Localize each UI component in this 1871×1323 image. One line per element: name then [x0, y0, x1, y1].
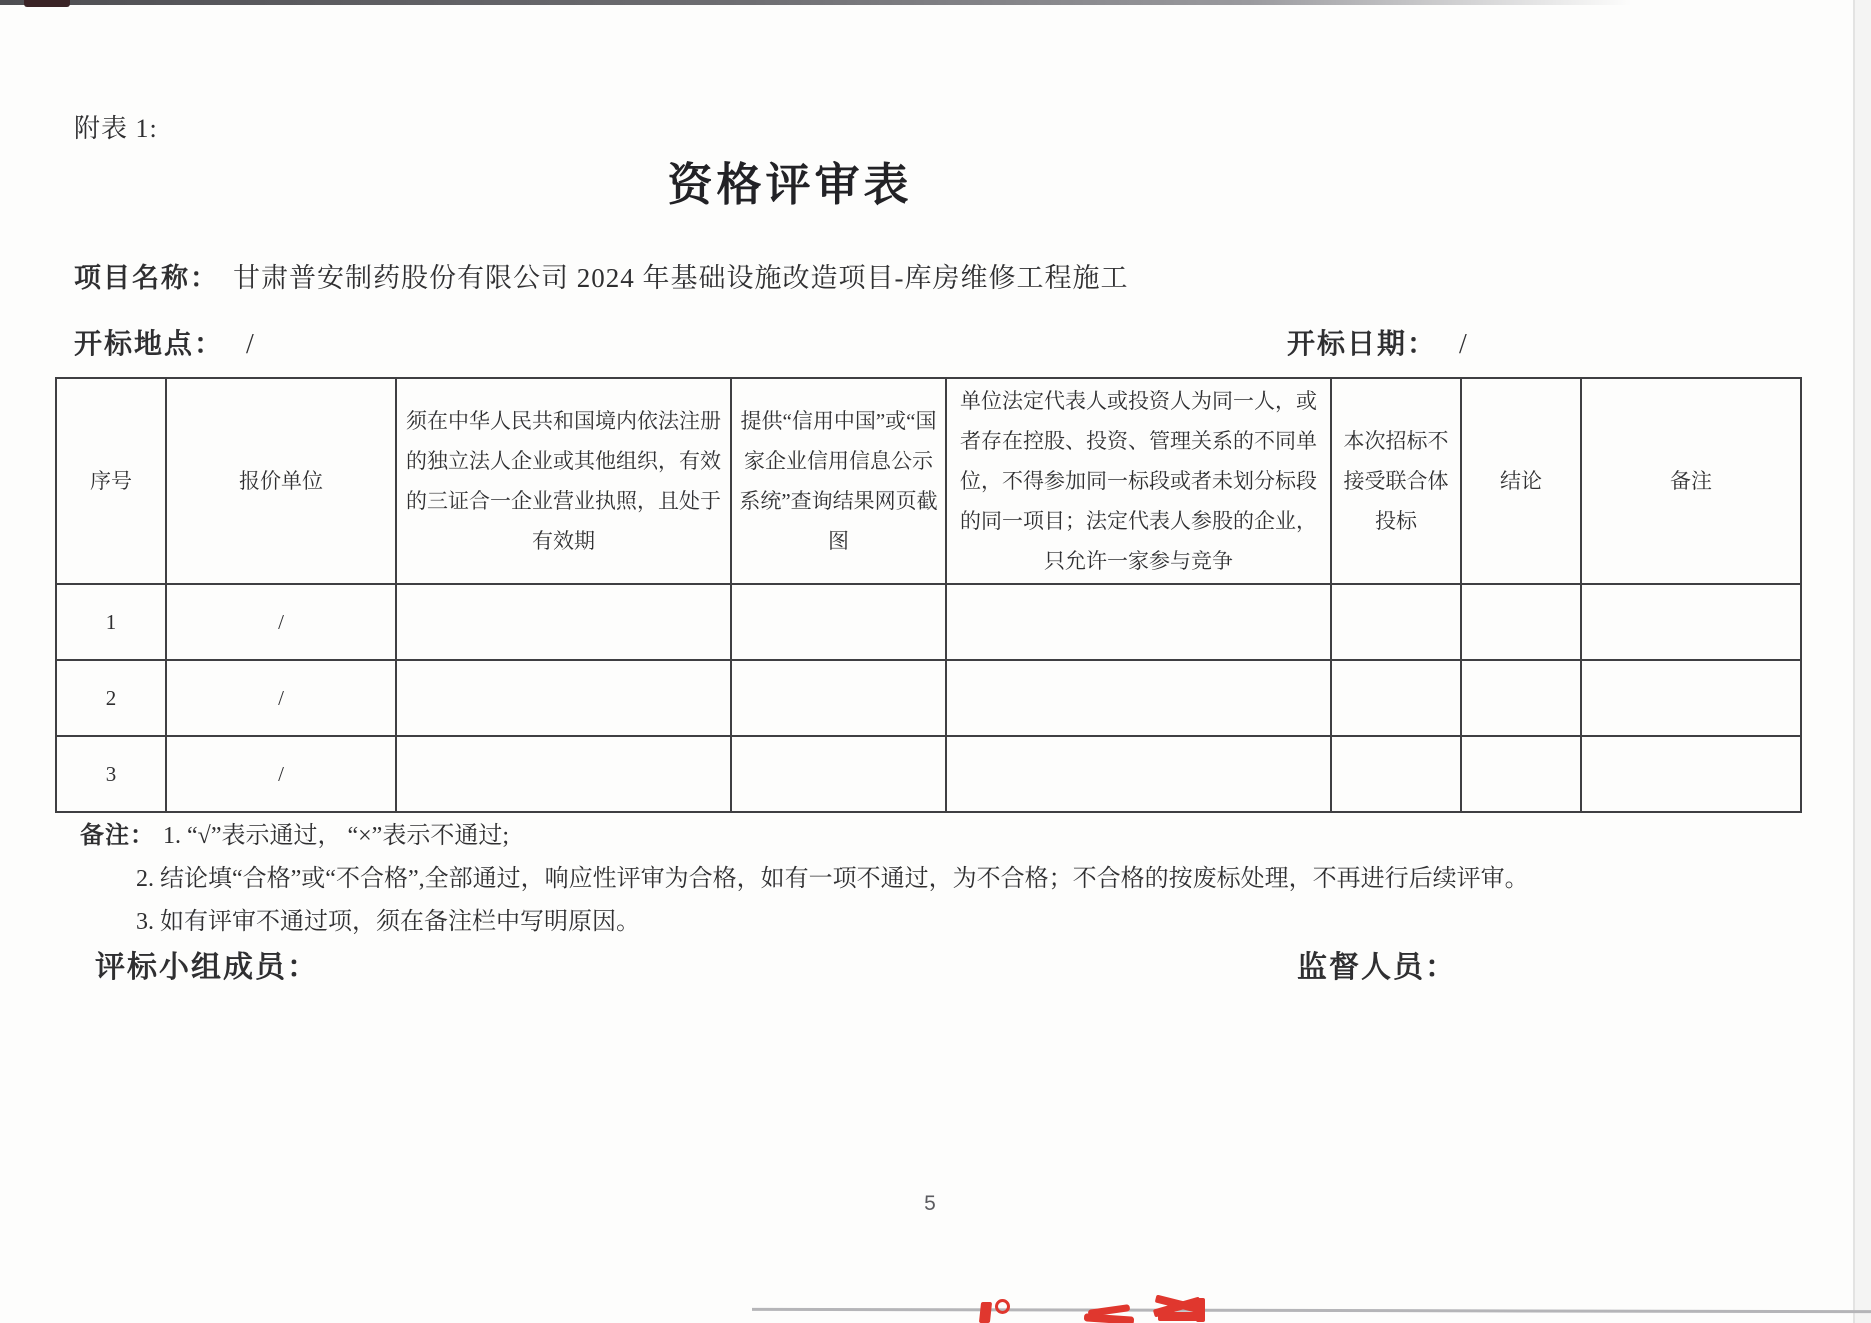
red-stamp-fragment: [1196, 1298, 1205, 1322]
col-header-remarks: 备注: [1581, 378, 1801, 584]
cell-bidder: /: [166, 660, 396, 736]
cell-seq: 2: [56, 660, 166, 736]
cell-legal-rep: [946, 736, 1331, 812]
project-name-label: 项目名称：: [74, 263, 219, 293]
scan-bottom-paper-edge: [752, 1308, 1871, 1313]
col-header-credit-screenshot: 提供“信用中国”或“国家企业信用信息公示系统”查询结果网页截图: [731, 378, 946, 584]
col-header-bidder: 报价单位: [166, 378, 396, 584]
cell-legal-rep: [946, 660, 1331, 736]
cell-no-consortium: [1331, 736, 1461, 812]
bid-opening-place-value: /: [246, 329, 254, 360]
scan-top-edge-line: [0, 0, 1665, 5]
cell-credit: [731, 584, 946, 660]
cell-credit: [731, 736, 946, 812]
table-row: [56, 584, 1801, 660]
col-header-license: 须在中华人民共和国境内依法注册的独立法人企业或其他组织，有效的三证合一企业营业执照，且处于有效期: [396, 378, 731, 584]
cell-credit: [731, 660, 946, 736]
col-header-no-consortium: 本次招标不接受联合体投标: [1331, 378, 1461, 584]
col-header-conclusion: 结论: [1461, 378, 1581, 584]
col-header-seq: 序号: [56, 378, 166, 584]
note-item-1: 1. “√”表示通过， “×”表示不通过;: [163, 823, 509, 849]
notes-block: [80, 815, 1529, 944]
cell-bidder: /: [166, 584, 396, 660]
cell-conclusion: [1461, 736, 1581, 812]
cell-conclusion: [1461, 660, 1581, 736]
red-stamp-fragment: [979, 1302, 992, 1323]
red-stamp-fragment: [995, 1299, 1010, 1314]
cell-remarks: [1581, 736, 1801, 812]
bid-opening-place: [74, 322, 254, 362]
project-name-value: 甘肃普安制药股份有限公司 2024 年基础设施改造项目-库房维修工程施工: [233, 263, 1129, 293]
cell-seq: 1: [56, 584, 166, 660]
bid-opening-place-label: 开标地点：: [74, 329, 225, 360]
document-title: 资格评审表: [667, 160, 913, 210]
project-name-line: [74, 256, 1129, 295]
table-row: [56, 736, 1801, 812]
cell-license: [396, 660, 731, 736]
cell-conclusion: [1461, 584, 1581, 660]
col-header-legal-rep-rule: 单位法定代表人或投资人为同一人，或者存在控股、投资、管理关系的不同单位，不得参加同一标段或者未划分标段的同一项目；法定代表人参股的企业，只允许一家参与竞争: [946, 378, 1331, 584]
cell-license: [396, 584, 731, 660]
bid-opening-date-value: /: [1459, 329, 1467, 360]
table-row: [56, 660, 1801, 736]
scan-top-edge-spot: [24, 0, 70, 7]
qualification-review-table: [55, 377, 1802, 813]
page-number: 5: [924, 1192, 936, 1215]
cell-remarks: [1581, 584, 1801, 660]
cell-no-consortium: [1331, 660, 1461, 736]
cell-seq: 3: [56, 736, 166, 812]
notes-label: 备注：: [80, 823, 155, 849]
note-item-2: 2. 结论填“合格”或“不合格”,全部通过，响应性评审为合格，如有一项不通过，为不合格；不合格的按废标处理，不再进行后续评审。: [136, 866, 1529, 892]
cell-bidder: /: [166, 736, 396, 812]
scan-right-paper-edge: [1853, 0, 1871, 1323]
supervisor-label: 监督人员：: [1297, 951, 1457, 984]
appendix-label: 附表 1:: [74, 114, 158, 143]
red-stamp-fragment: [1084, 1313, 1134, 1323]
cell-no-consortium: [1331, 584, 1461, 660]
table-header-row: [56, 378, 1801, 584]
bid-opening-date-label: 开标日期：: [1287, 329, 1438, 360]
cell-legal-rep: [946, 584, 1331, 660]
bid-opening-date: [1287, 322, 1467, 362]
cell-license: [396, 736, 731, 812]
evaluation-committee-label: 评标小组成员：: [95, 951, 319, 984]
cell-remarks: [1581, 660, 1801, 736]
note-item-3: 3. 如有评审不通过项，须在备注栏中写明原因。: [136, 909, 640, 935]
